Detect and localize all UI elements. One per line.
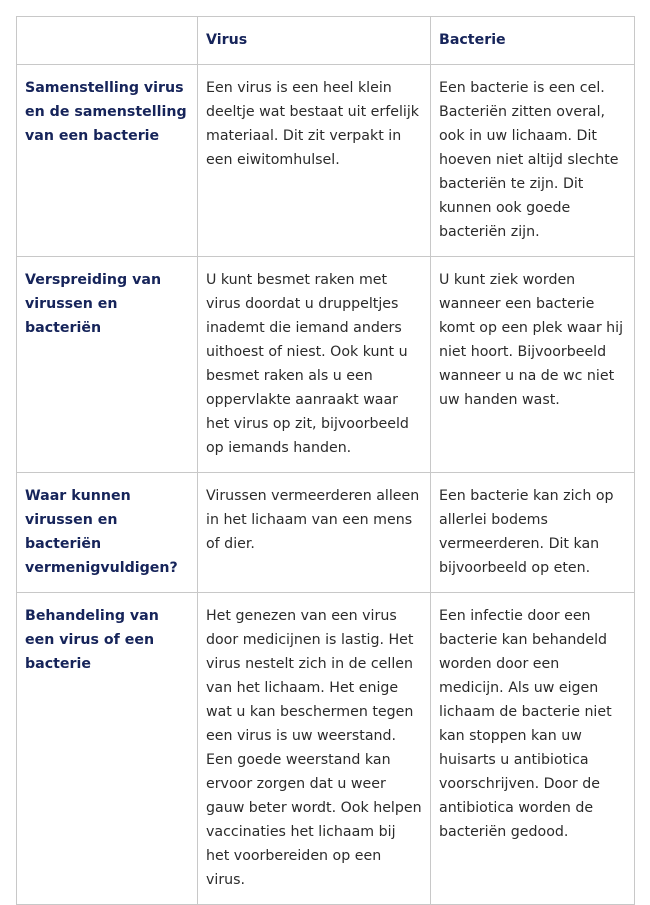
table-row (17, 593, 635, 905)
cell-virus: Een virus is een heel klein deeltje wat bestaat uit erfelijk materiaal. Dit zit verpakt in een eiwitomhulsel. (198, 65, 431, 257)
table-row (17, 473, 635, 593)
cell-bacterie: U kunt ziek worden wanneer een bacterie komt op een plek waar hij niet hoort. Bijvoorbeeld wanneer u na de wc niet uw handen wast. (431, 257, 635, 473)
row-label-verspreiding: Verspreiding van virussen en bacteriën (17, 257, 198, 473)
header-empty-cell (17, 17, 198, 65)
cell-bacterie: Een bacterie kan zich op allerlei bodems vermeerderen. Dit kan bijvoorbeeld op eten. (431, 473, 635, 593)
cell-virus: Virussen vermeerderen alleen in het lichaam van een mens of dier. (198, 473, 431, 593)
cell-virus: U kunt besmet raken met virus doordat u druppeltjes inademt die iemand anders uithoest of niest. Ook kunt u besmet raken als u een oppervlakte aanraakt waar het virus op zit, bijvoorbeeld op iemands handen. (198, 257, 431, 473)
cell-bacterie: Een infectie door een bacterie kan behandeld worden door een medicijn. Als uw eigen lichaam de bacterie niet kan stoppen kan uw huisarts u antibiotica voorschrijven. Door de antibiotica worden de bacteriën gedood. (431, 593, 635, 905)
comparison-table (16, 16, 635, 905)
header-row (17, 17, 635, 65)
table-row (17, 257, 635, 473)
row-label-behandeling: Behandeling van een virus of een bacterie (17, 593, 198, 905)
row-label-vermenigvuldigen: Waar kunnen virussen en bacteriën vermenigvuldigen? (17, 473, 198, 593)
cell-bacterie: Een bacterie is een cel. Bacteriën zitten overal, ook in uw lichaam. Dit hoeven niet altijd slechte bacteriën te zijn. Dit kunnen ook goede bacteriën zijn. (431, 65, 635, 257)
table-row (17, 65, 635, 257)
header-bacterie: Bacterie (431, 17, 635, 65)
cell-virus: Het genezen van een virus door medicijnen is lastig. Het virus nestelt zich in de cellen van het lichaam. Het enige wat u kan beschermen tegen een virus is uw weerstand. Een goede weerstand kan ervoor zorgen dat u weer gauw beter wordt. Ook helpen vaccinaties het lichaam bij het voorbereiden op een virus. (198, 593, 431, 905)
header-virus: Virus (198, 17, 431, 65)
row-label-samenstelling: Samenstelling virus en de samenstelling van een bacterie (17, 65, 198, 257)
